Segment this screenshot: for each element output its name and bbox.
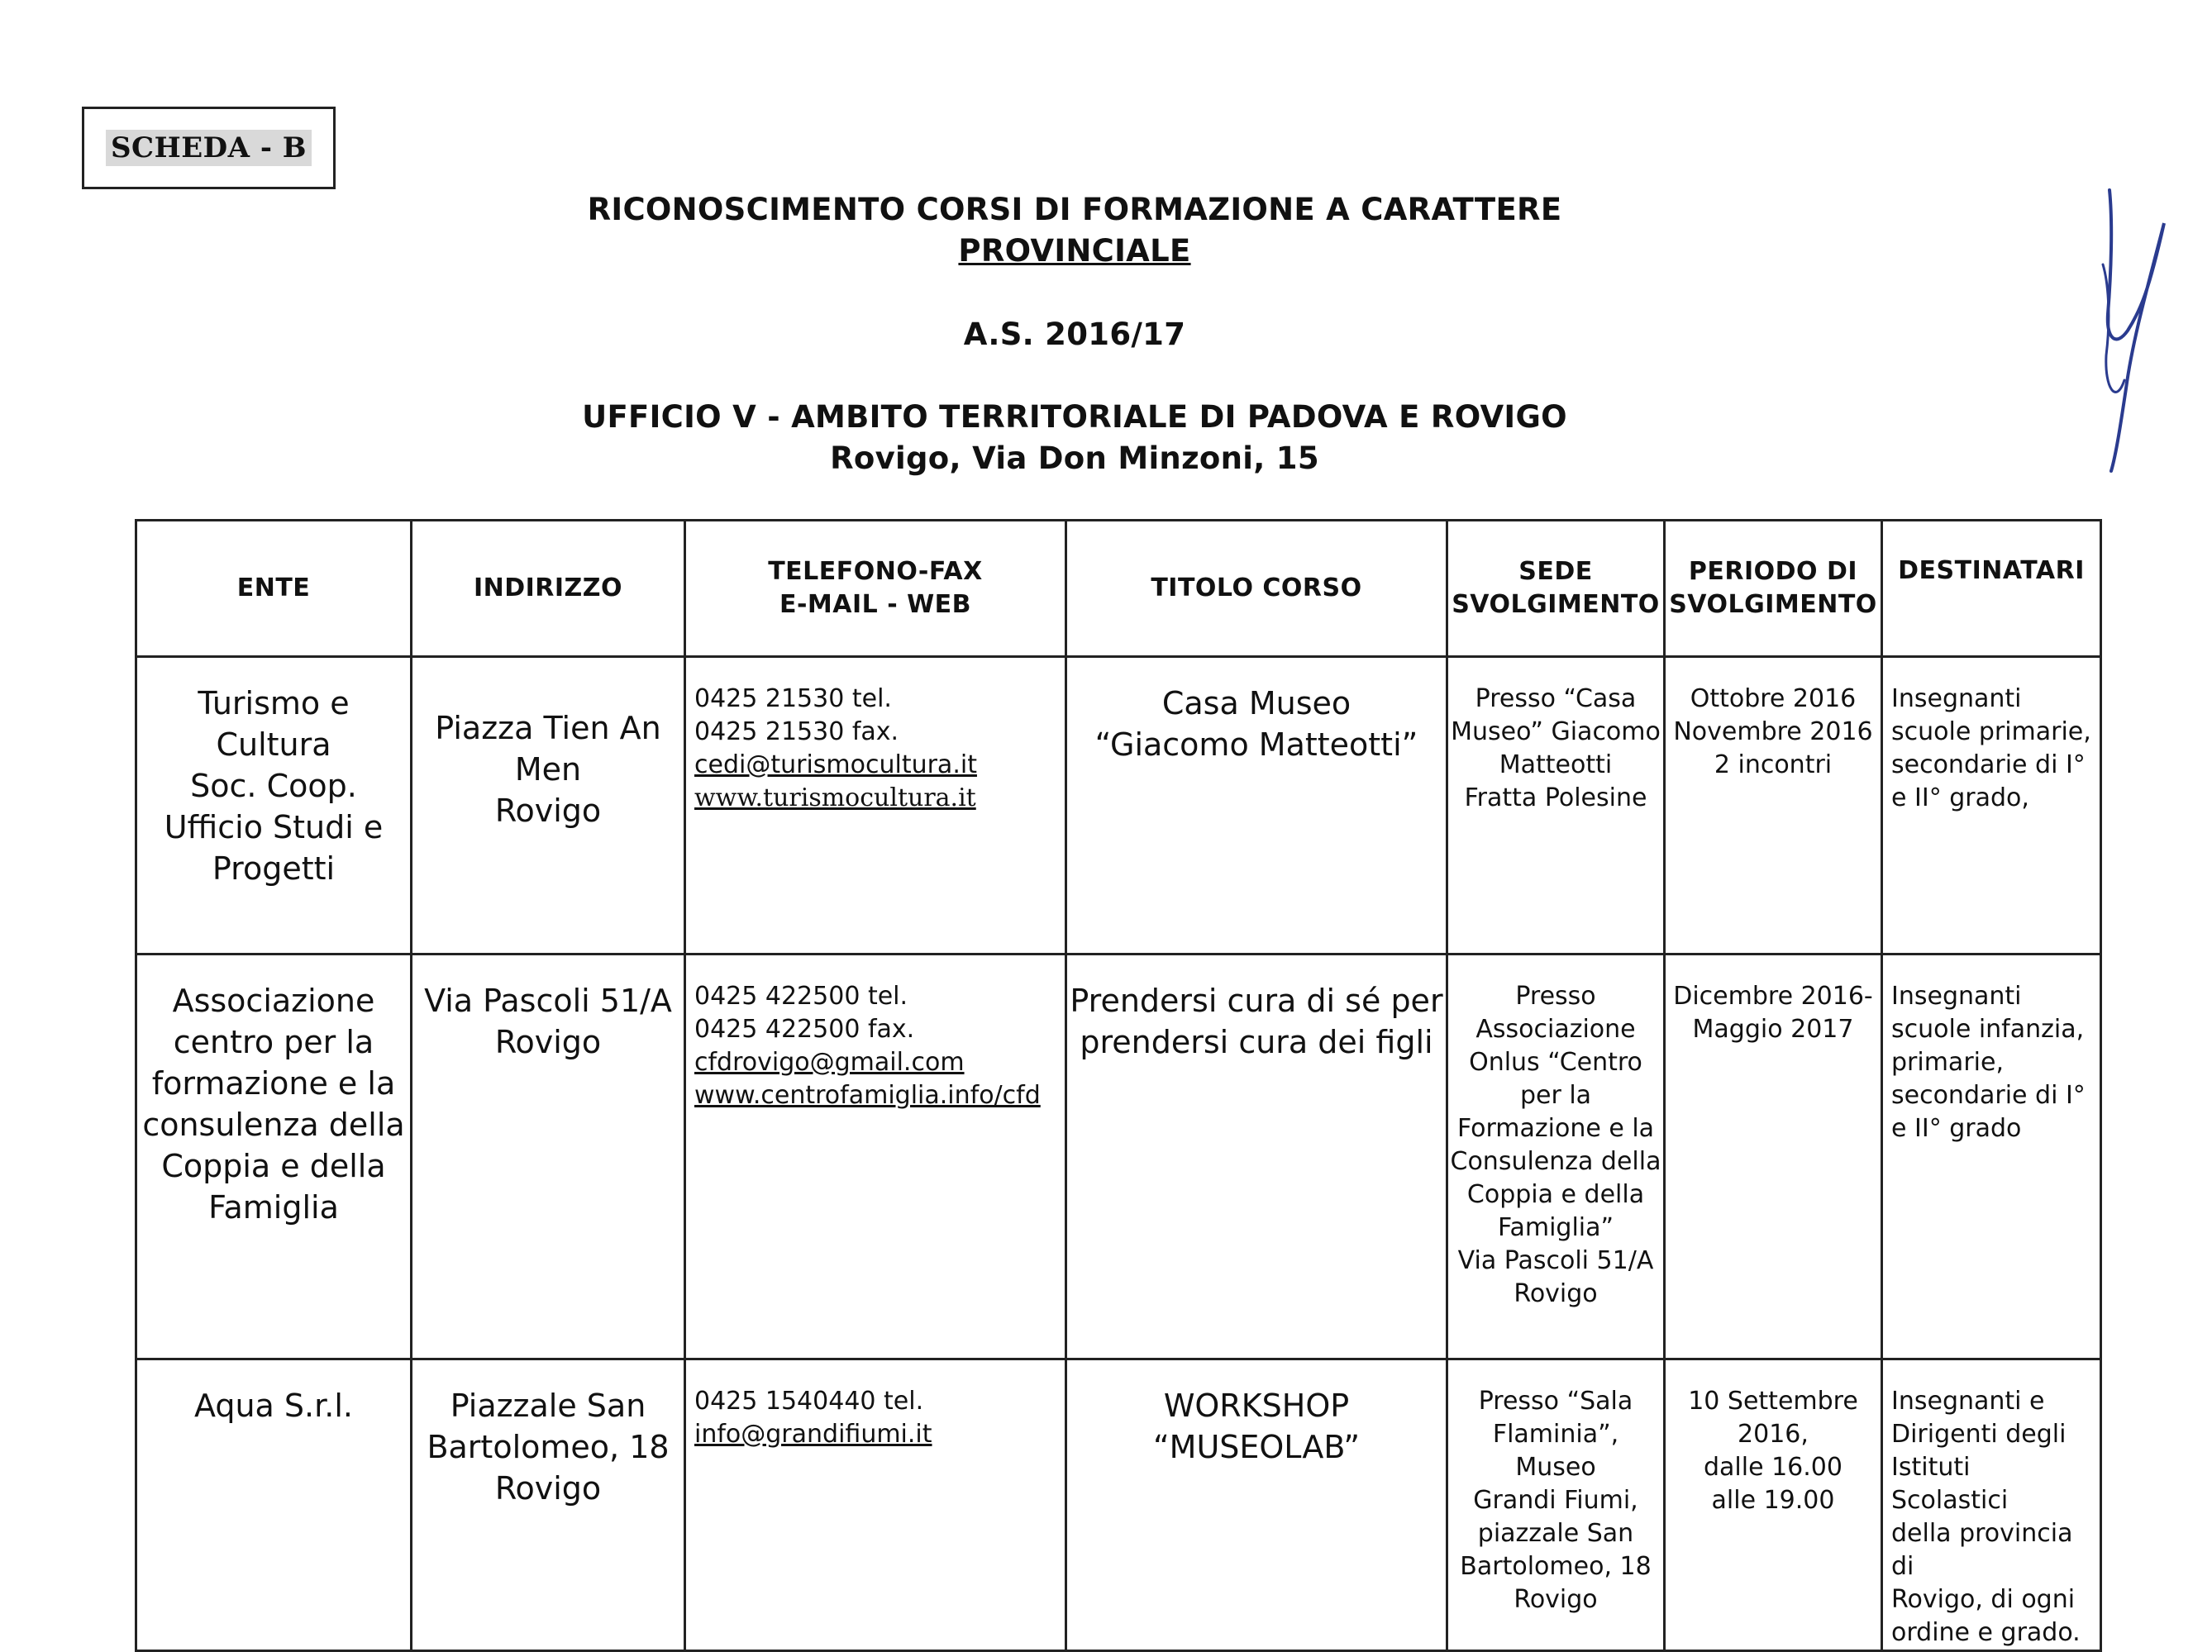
cell-indirizzo: Piazza Tien An Men Rovigo: [412, 657, 685, 955]
col-header-sede: SEDE SVOLGIMENTO: [1447, 521, 1665, 657]
office-line-2: Rovigo, Via Don Minzoni, 15: [830, 440, 1319, 476]
table-row: [136, 1359, 2101, 1651]
school-year: A.S. 2016/17: [963, 317, 1186, 352]
cell-titolo: WORKSHOP “MUSEOLAB”: [1066, 1359, 1447, 1651]
col-header-ente: ENTE: [136, 521, 412, 657]
cell-indirizzo: Via Pascoli 51/A Rovigo: [412, 955, 685, 1359]
phone-text: 0425 21530 tel.: [694, 684, 892, 713]
table-row: [136, 955, 2101, 1359]
phone-text: 0425 1540440 tel.: [694, 1387, 924, 1416]
fax-text: 0425 422500 fax.: [694, 1015, 915, 1044]
scheda-label: SCHEDA - B: [106, 130, 312, 166]
cell-periodo: 10 Settembre 2016, dalle 16.00 alle 19.00: [1665, 1359, 1882, 1651]
cell-titolo: Prendersi cura di sé per prendersi cura dei figli: [1066, 955, 1447, 1359]
col-header-indirizzo: INDIRIZZO: [412, 521, 685, 657]
cell-titolo: Casa Museo “Giacomo Matteotti”: [1066, 657, 1447, 955]
website-link[interactable]: www.centrofamiglia.info/cfd: [694, 1081, 1041, 1110]
table-header-row: [136, 521, 2101, 657]
office-line-1: UFFICIO V - AMBITO TERRITORIALE DI PADOVA E ROVIGO: [582, 399, 1567, 435]
cell-destinatari: Insegnanti e Dirigenti degli Istituti Scolastici della provincia di Rovigo, di ogni ordine e grado.: [1882, 1359, 2101, 1651]
email-link[interactable]: info@grandifiumi.it: [694, 1420, 932, 1449]
cell-contatti: [685, 657, 1066, 955]
table-row: [136, 657, 2101, 955]
cell-contatti: [685, 1359, 1066, 1651]
scheda-badge: [82, 107, 336, 189]
fax-text: 0425 21530 fax.: [694, 717, 899, 746]
cell-destinatari: Insegnanti scuole infanzia, primarie, secondarie di I° e II° grado: [1882, 955, 2101, 1359]
title-line-2: PROVINCIALE: [958, 233, 1191, 269]
col-header-titolo: TITOLO CORSO: [1066, 521, 1447, 657]
cell-ente: Aqua S.r.l.: [136, 1359, 412, 1651]
col-header-destinatari: DESTINATARI: [1882, 521, 2101, 657]
cell-sede: Presso “Sala Flaminia”, Museo Grandi Fiumi, piazzale San Bartolomeo, 18 Rovigo: [1447, 1359, 1665, 1651]
cell-periodo: Dicembre 2016- Maggio 2017: [1665, 955, 1882, 1359]
courses-table: [135, 519, 2102, 1652]
cell-periodo: Ottobre 2016 Novembre 2016 2 incontri: [1665, 657, 1882, 955]
email-link[interactable]: cedi@turismocultura.it: [694, 750, 977, 779]
cell-sede: Presso Associazione Onlus “Centro per la Formazione e la Consulenza della Coppia e della Famiglia” Via Pascoli 51/A Rovigo: [1447, 955, 1665, 1359]
cell-indirizzo: Piazzale San Bartolomeo, 18 Rovigo: [412, 1359, 685, 1651]
handwritten-signature: [2091, 174, 2182, 488]
cell-ente: Turismo e Cultura Soc. Coop. Ufficio Studi e Progetti: [136, 657, 412, 955]
website-link[interactable]: www.turismocultura.it: [694, 783, 976, 812]
cell-sede: Presso “Casa Museo” Giacomo Matteotti Fratta Polesine: [1447, 657, 1665, 955]
phone-text: 0425 422500 tel.: [694, 982, 908, 1011]
cell-ente: Associazione centro per la formazione e la consulenza della Coppia e della Famiglia: [136, 955, 412, 1359]
title-line-1: RICONOSCIMENTO CORSI DI FORMAZIONE A CARATTERE: [587, 192, 1562, 227]
cell-destinatari: Insegnanti scuole primarie, secondarie di I° e II° grado,: [1882, 657, 2101, 955]
col-header-periodo: PERIODO DI SVOLGIMENTO: [1665, 521, 1882, 657]
col-header-contatti: TELEFONO-FAX E-MAIL - WEB: [685, 521, 1066, 657]
cell-contatti: [685, 955, 1066, 1359]
email-link[interactable]: cfdrovigo@gmail.com: [694, 1048, 965, 1077]
